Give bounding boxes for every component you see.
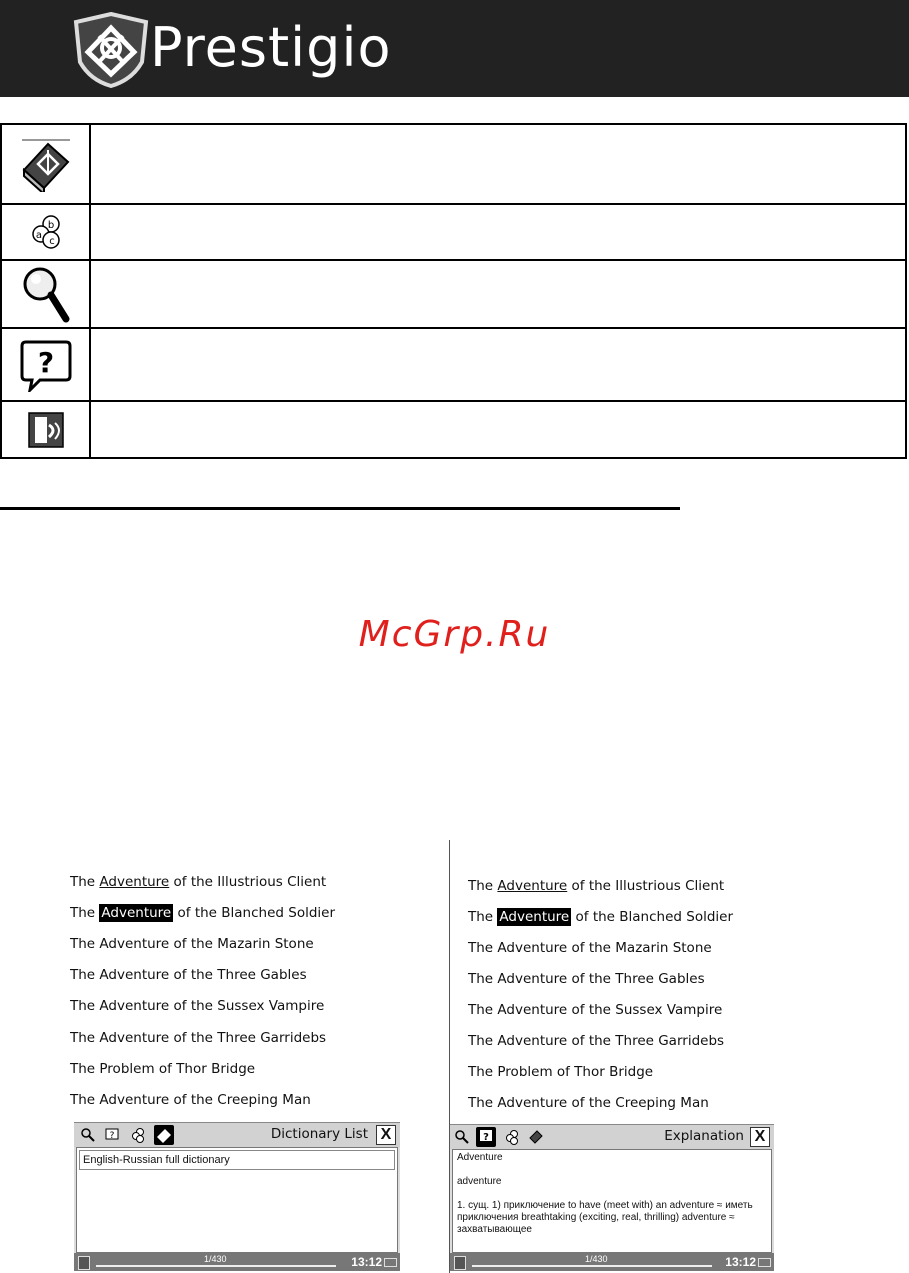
question-bubble-icon[interactable] xyxy=(476,1127,496,1147)
dictionary-panel xyxy=(74,1147,400,1253)
progress-bar xyxy=(96,1265,336,1267)
icon-description xyxy=(90,204,906,260)
page-indicator: 1/430 xyxy=(585,1254,608,1264)
abc-letters-icon[interactable] xyxy=(130,1127,146,1143)
dictionary-book-icon[interactable] xyxy=(154,1125,174,1145)
close-button[interactable]: X xyxy=(376,1125,396,1145)
magnifier-icon xyxy=(21,265,71,323)
explanation-text xyxy=(457,1152,767,1248)
screen-explanation xyxy=(450,860,776,1273)
abc-letters-icon xyxy=(26,212,66,252)
icon-description xyxy=(90,124,906,204)
dictionary-item[interactable]: English-Russian full dictionary xyxy=(79,1150,395,1170)
list-item[interactable]: The Problem of Thor Bridge xyxy=(468,1064,654,1080)
question-bubble-icon xyxy=(20,338,72,392)
svg-text:?: ? xyxy=(483,1132,489,1143)
magnifier-icon[interactable] xyxy=(454,1129,470,1145)
icon-description xyxy=(90,260,906,328)
status-bar xyxy=(450,1253,774,1271)
list-item[interactable]: The Adventure of the Three Gables xyxy=(468,971,705,987)
section-rule xyxy=(0,507,680,510)
list-item[interactable]: The Problem of Thor Bridge xyxy=(70,1061,256,1077)
list-item[interactable]: The Adventure of the Blanched Soldier xyxy=(70,905,336,921)
page-indicator: 1/430 xyxy=(204,1254,227,1264)
svg-text:c: c xyxy=(48,236,55,247)
svg-text:?: ? xyxy=(109,1131,115,1141)
brand-name: Prestigio xyxy=(150,16,392,79)
clock: 13:12 xyxy=(725,1255,756,1269)
explanation-content xyxy=(452,1149,772,1253)
list-item[interactable]: The Adventure of the Mazarin Stone xyxy=(468,940,712,956)
list-item[interactable]: The Adventure of the Creeping Man xyxy=(70,1092,311,1108)
svg-text:a: a xyxy=(35,230,42,241)
list-item[interactable]: The Adventure of the Illustrious Client xyxy=(70,874,327,890)
list-item[interactable]: The Adventure of the Mazarin Stone xyxy=(70,936,314,952)
dictionary-book-icon xyxy=(18,136,74,192)
close-button[interactable]: X xyxy=(750,1127,770,1147)
explanation-toolbar xyxy=(450,1124,774,1149)
list-item[interactable]: The Adventure of the Three Garridebs xyxy=(70,1030,327,1046)
table-row xyxy=(1,401,906,458)
status-bar xyxy=(74,1253,400,1271)
dictionary-toolbar xyxy=(74,1122,400,1147)
explanation-definition: 1. сущ. 1) приключение to have (meet with) an adventure ≈ иметь приключения breathtaking (exciting, real, thrilling) adventure ≈ захватывающее xyxy=(457,1200,753,1235)
toolbar-title: Explanation xyxy=(664,1128,744,1144)
battery-icon xyxy=(758,1258,771,1267)
magnifier-icon[interactable] xyxy=(80,1127,96,1143)
screen-dictionary-list xyxy=(70,860,406,1273)
list-item[interactable]: The Adventure of the Three Garridebs xyxy=(468,1033,725,1049)
table-row xyxy=(1,204,906,260)
svg-text:b: b xyxy=(47,220,54,231)
explanation-headword: adventure xyxy=(457,1176,502,1187)
icon-cell xyxy=(1,328,90,401)
list-item[interactable]: The Adventure of the Illustrious Client xyxy=(468,878,725,894)
dictionary-book-icon[interactable] xyxy=(528,1129,544,1145)
watermark: McGrp.Ru xyxy=(358,614,551,655)
list-item[interactable]: The Adventure of the Creeping Man xyxy=(468,1095,709,1111)
table-row xyxy=(1,328,906,401)
explanation-word: Adventure xyxy=(457,1152,503,1163)
icon-cell xyxy=(1,204,90,260)
menu-icon[interactable] xyxy=(78,1256,90,1270)
icon-cell xyxy=(1,124,90,204)
list-item[interactable]: The Adventure of the Blanched Soldier xyxy=(468,909,734,925)
toolbar-title: Dictionary List xyxy=(270,1126,368,1142)
progress-bar xyxy=(472,1265,712,1267)
icon-description xyxy=(90,328,906,401)
battery-icon xyxy=(384,1258,397,1267)
list-item[interactable]: The Adventure of the Sussex Vampire xyxy=(70,998,325,1014)
icon-description xyxy=(90,401,906,458)
list-item[interactable]: The Adventure of the Three Gables xyxy=(70,967,307,983)
abc-letters-icon[interactable] xyxy=(504,1129,520,1145)
table-row xyxy=(1,260,906,328)
table-row xyxy=(1,124,906,204)
icon-legend-table xyxy=(0,123,907,459)
list-item[interactable]: The Adventure of the Sussex Vampire xyxy=(468,1002,723,1018)
dictionary-list xyxy=(76,1147,398,1253)
brand-header xyxy=(0,0,909,97)
prestigio-logo-icon xyxy=(72,12,150,88)
exit-door-icon xyxy=(27,411,65,449)
question-bubble-icon[interactable] xyxy=(104,1127,120,1143)
menu-icon[interactable] xyxy=(454,1256,466,1270)
explanation-panel xyxy=(450,1149,774,1253)
icon-cell xyxy=(1,260,90,328)
clock: 13:12 xyxy=(351,1255,382,1269)
icon-cell xyxy=(1,401,90,458)
svg-text:?: ? xyxy=(37,345,54,379)
